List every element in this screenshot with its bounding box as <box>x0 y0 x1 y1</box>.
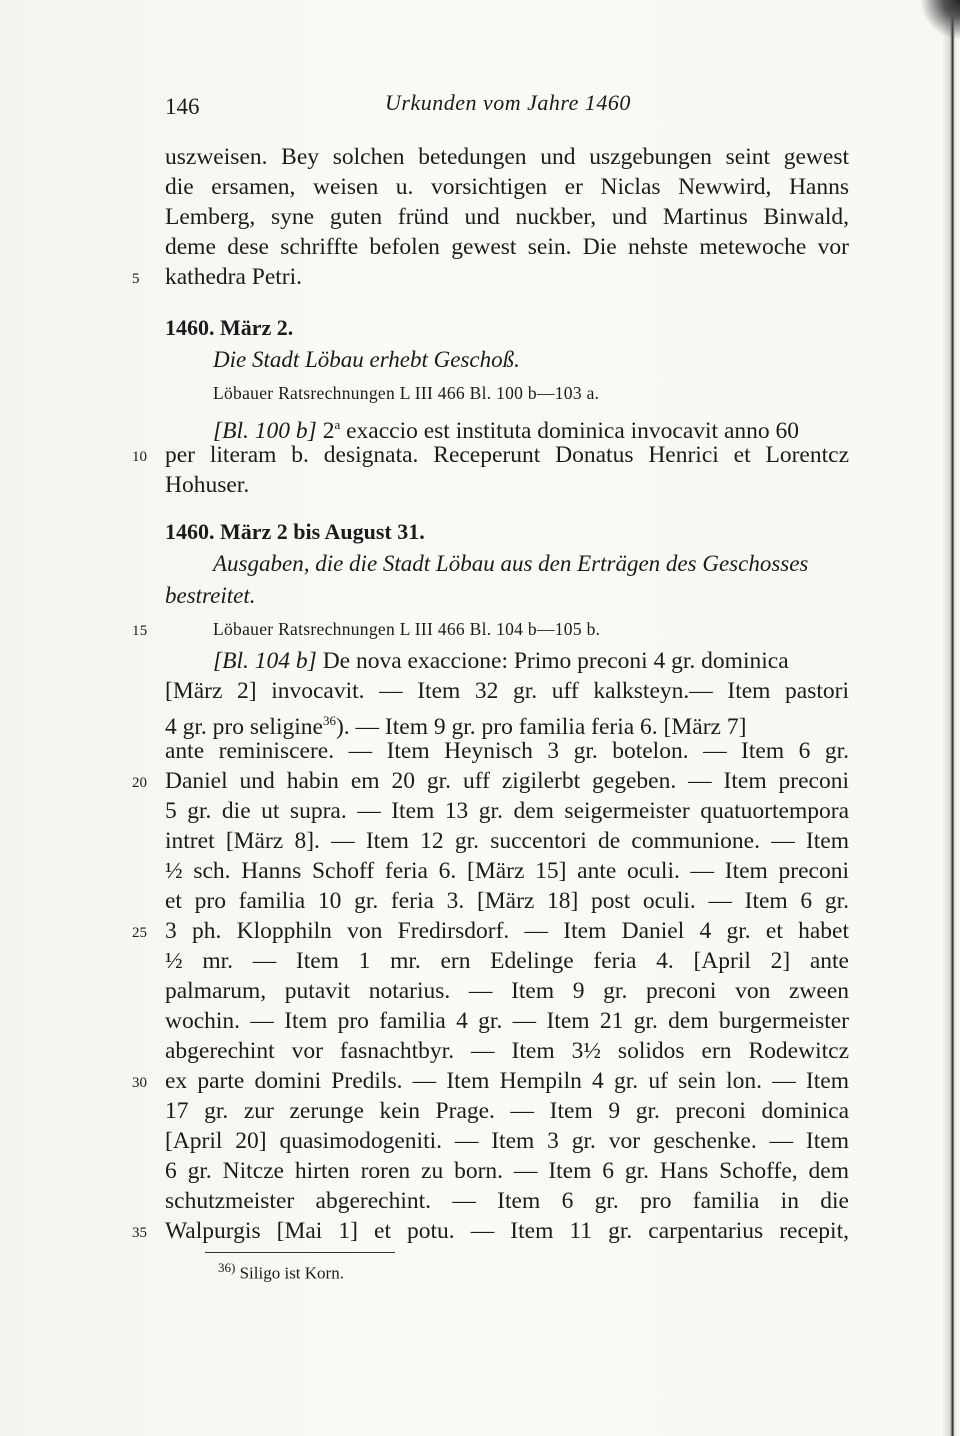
text-line <box>132 440 849 470</box>
entry-source <box>132 612 865 646</box>
page-edge-shadow <box>942 0 960 1436</box>
line-number: 15 <box>132 623 148 639</box>
text-line: uszweisen. Bey solchen betedungen und uszgebungen seint gewest <box>165 144 849 170</box>
entry-title: bestreitet. <box>165 583 256 608</box>
text-line: Hohuser. <box>165 472 250 498</box>
text-line: ½ sch. Hanns Schoff feria 6. [März 15] ante oculi. — Item preconi <box>165 858 849 884</box>
text-line: et pro familia 10 gr. feria 3. [März 18] post oculi. — Item 6 gr. <box>165 888 849 914</box>
text-line <box>132 916 849 946</box>
line-text: Walpurgis [Mai 1] et potu. — Item 11 gr. carpentarius recepit, <box>165 1218 849 1244</box>
line-text: per literam b. designata. Receperunt Donatus Henrici et Lorentcz <box>165 442 849 468</box>
text-line: die ersamen, weisen u. vorsichtigen er Niclas Newwird, Hanns <box>165 174 849 200</box>
entry-date: 1460. März 2. <box>165 315 294 340</box>
corner-shadow <box>920 0 960 40</box>
text-line <box>132 1216 849 1246</box>
superscript: a <box>334 417 341 432</box>
text-line: intret [März 8]. — Item 12 gr. succentori de communione. — Item <box>165 828 849 854</box>
entry-source: Löbauer Ratsrechnungen L III 466 Bl. 100 b—103 a. <box>213 383 600 403</box>
text-line <box>132 262 865 292</box>
spacer <box>165 500 865 516</box>
text-line <box>132 1066 849 1096</box>
text-line: deme dese schriffte befolen gewest sein. Die nehste metewoche vor <box>165 234 849 260</box>
footnote-mark: 36 <box>322 713 336 728</box>
entry-title: Die Stadt Löbau erhebt Geschoß. <box>213 347 520 372</box>
text-line: palmarum, putavit notarius. — Item 9 gr. preconi von zween <box>165 978 849 1004</box>
text-line <box>165 646 865 676</box>
spacer <box>165 292 865 312</box>
text-line: ante reminiscere. — Item Heynisch 3 gr. botelon. — Item 6 gr. <box>165 738 849 764</box>
text-line: Lemberg, syne guten fründ und nuckber, und Martinus Binwald, <box>165 204 849 230</box>
text-line: schutzmeister abgerechint. — Item 6 gr. pro familia in die <box>165 1188 849 1214</box>
line-text: kathedra Petri. <box>165 264 303 290</box>
text-line: 17 gr. zur zerunge kein Prage. — Item 9 gr. preconi dominica <box>165 1098 849 1124</box>
line-text: ex parte domini Predils. — Item Hempiln 4 gr. uf sein lon. — Item <box>165 1068 849 1094</box>
footnote-text: Siligo ist Korn. <box>235 1263 344 1283</box>
text-line: wochin. — Item pro familia 4 gr. — Item 21 gr. dem burgermeister <box>165 1008 849 1034</box>
text-line: [April 20] quasimodogeniti. — Item 3 gr. vor geschenke. — Item <box>165 1128 849 1154</box>
line-text: 4 gr. pro seligine <box>165 713 323 740</box>
line-text: exaccio est instituta dominica invocavit anno 60 <box>340 417 799 444</box>
text-line: 6 gr. Nitcze hirten roren zu born. — Item 6 gr. Hans Schoffe, dem <box>165 1158 849 1184</box>
text-line <box>165 410 865 444</box>
line-text: ). — Item 9 gr. pro familia feria 6. [März 7] <box>335 713 747 740</box>
footnote <box>218 1256 344 1286</box>
folio-ref: [Bl. 100 b] <box>213 417 317 444</box>
line-number: 35 <box>132 1225 147 1241</box>
running-head: Urkunden vom Jahre 1460 <box>385 90 631 115</box>
line-number: 10 <box>132 449 147 465</box>
footnote-rule <box>205 1252 395 1253</box>
line-text: Daniel und habin em 20 gr. uff zigilerbt gegeben. — Item preconi <box>165 768 849 794</box>
folio-ref: [Bl. 104 b] <box>213 648 317 674</box>
line-number: 25 <box>132 925 147 941</box>
line-text: 2 <box>316 417 335 444</box>
line-number: 20 <box>132 775 147 791</box>
page-header <box>165 88 865 124</box>
text-line <box>165 706 865 740</box>
line-number: 30 <box>132 1075 147 1091</box>
text-line: 5 gr. die ut supra. — Item 13 gr. dem seigermeister quatuortempora <box>165 798 849 824</box>
text-block <box>132 142 865 1246</box>
text-line: abgerechint vor fasnachtbyr. — Item 3½ solidos ern Rodewitcz <box>165 1038 849 1064</box>
line-text: 3 ph. Klopphiln von Fredirsdorf. — Item Daniel 4 gr. et habet <box>165 918 849 944</box>
text-line <box>132 766 849 796</box>
text-line: ½ mr. — Item 1 mr. ern Edelinge feria 4. [April 2] ante <box>165 948 849 974</box>
entry-title: Ausgaben, die die Stadt Löbau aus den Erträgen des Geschosses <box>213 551 809 576</box>
page-number: 146 <box>165 94 200 119</box>
text-line: [März 2] invocavit. — Item 32 gr. uff kalksteyn.— Item pastori <box>165 678 849 704</box>
line-number: 5 <box>132 271 140 287</box>
source-text: Löbauer Ratsrechnungen L III 466 Bl. 104 b—105 b. <box>213 619 601 639</box>
line-text: De nova exaccione: Primo preconi 4 gr. dominica <box>316 648 789 674</box>
entry-date: 1460. März 2 bis August 31. <box>165 519 425 544</box>
footnote-mark: 36) <box>218 1260 236 1275</box>
